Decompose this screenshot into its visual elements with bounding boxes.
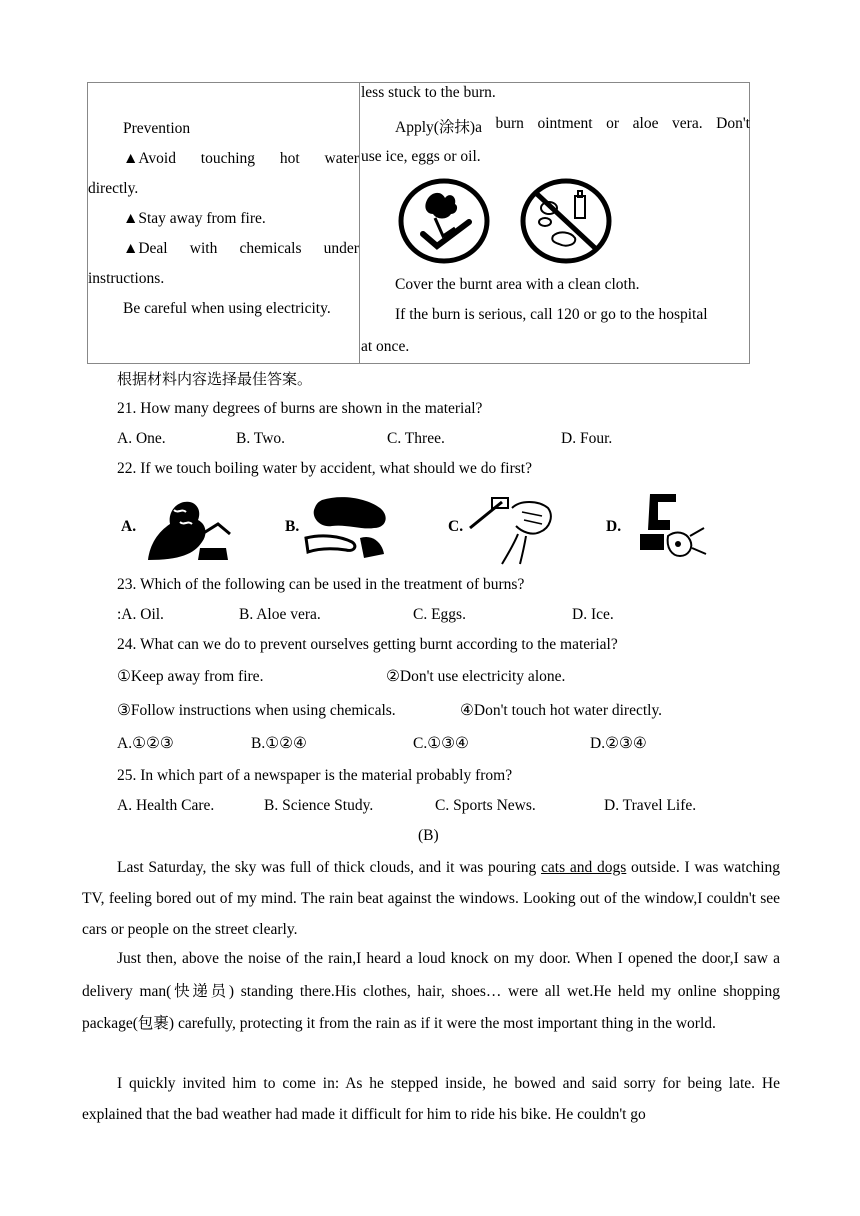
word: hot	[279, 150, 300, 167]
question-22-option-b[interactable]: B.	[285, 518, 300, 535]
question-22-option-a[interactable]: A.	[121, 518, 137, 535]
hand-with-cloth-icon	[302, 494, 402, 564]
question-24-statement-4: ④Don't touch hot water directly.	[460, 702, 663, 719]
word: or	[606, 115, 620, 132]
question-21-option-a[interactable]: A. One.	[117, 430, 166, 447]
prevention-item-3-line1	[123, 240, 359, 258]
hand-under-water-icon	[140, 494, 232, 564]
prevention-heading: Prevention	[123, 120, 191, 137]
question-25-stem: 25. In which part of a newspaper is the material probably from?	[117, 767, 513, 784]
treatment-serious-line1: If the burn is serious, call 120 or go to the hospital	[395, 306, 708, 323]
question-23-option-b[interactable]: B. Aloe vera.	[239, 606, 321, 623]
word: ointment	[537, 115, 593, 132]
treatment-top-text: less stuck to the burn.	[361, 84, 496, 101]
question-21-option-b[interactable]: B. Two.	[236, 430, 286, 447]
prevention-item-1-line1	[123, 150, 359, 168]
word: vera.	[672, 115, 703, 132]
section-b-label: (B)	[418, 827, 439, 844]
hand-with-ointment-icon	[462, 494, 558, 566]
underlined-phrase: cats and dogs	[541, 859, 627, 876]
word: burn	[495, 115, 524, 132]
question-24-statement-3: ③Follow instructions when using chemicals.	[117, 702, 396, 719]
word: Apply(涂抹)a	[395, 119, 482, 136]
question-23-option-d[interactable]: D. Ice.	[572, 606, 614, 623]
question-23-stem: 23. Which of the following can be used in the treatment of burns?	[117, 576, 525, 593]
ointment-yes-icon	[397, 178, 491, 264]
word: with	[189, 240, 218, 257]
word: aloe	[632, 115, 659, 132]
question-24-statement-2: ②Don't use electricity alone.	[386, 668, 566, 685]
ice-eggs-oil-no-icon	[519, 178, 613, 264]
question-24-option-c[interactable]: C.①③④	[413, 735, 469, 752]
section-b-paragraph-2	[82, 943, 780, 1041]
word: water	[324, 150, 359, 167]
question-23-option-a[interactable]: :A. Oil.	[117, 606, 164, 623]
question-25-option-d[interactable]: D. Travel Life.	[604, 797, 697, 814]
word: ▲Avoid	[123, 150, 176, 167]
prevention-item-3-line2: instructions.	[88, 270, 165, 287]
question-22-option-d[interactable]: D.	[606, 518, 622, 535]
prevention-item-2: ▲Stay away from fire.	[123, 210, 266, 227]
treatment-apply-line1	[395, 115, 750, 137]
word: ▲Deal	[123, 240, 168, 257]
treatment-apply-line2: use ice, eggs or oil.	[361, 148, 481, 165]
question-24-stem: 24. What can we do to prevent ourselves getting burnt according to the material?	[117, 636, 618, 653]
question-23-option-c[interactable]: C. Eggs.	[413, 606, 466, 623]
question-21-stem: 21. How many degrees of burns are shown in the material?	[117, 400, 483, 417]
table-column-divider	[359, 82, 360, 364]
word: Don't	[716, 115, 750, 132]
question-25-option-b[interactable]: B. Science Study.	[264, 797, 374, 814]
question-24-option-d[interactable]: D.②③④	[590, 735, 647, 752]
question-21-option-d[interactable]: D. Four.	[561, 430, 613, 447]
question-24-option-a[interactable]: A.①②③	[117, 735, 174, 752]
faucet-icon	[624, 490, 708, 566]
paragraph-text: outside. I was watching TV, feeling bored out of my mind. The rain beat against the windows. Looking out of the window,I couldn't see cars or people on the street clearly.	[82, 859, 781, 938]
paragraph-text: Just then, above the noise of the rain,I heard a loud knock on my door. When I opened the door,I saw a delivery man(快递员) standing there.His clothes, hair, shoes… were all wet.He held my online shopping package(包裹) carefully, protecting it from the rain as if it were the most important thing in the world.	[82, 950, 780, 1032]
question-21-option-c[interactable]: C. Three.	[387, 430, 445, 447]
paragraph-text: I quickly invited him to come in: As he stepped inside, he bowed and said sorry for being late. He explained that the bad weather had made it difficult for him to ride his bike. He couldn't go	[82, 1075, 780, 1123]
question-25-option-a[interactable]: A. Health Care.	[117, 797, 215, 814]
prevention-item-1-line2: directly.	[88, 180, 139, 197]
question-25-option-c[interactable]: C. Sports News.	[435, 797, 536, 814]
question-22-option-c[interactable]: C.	[448, 518, 464, 535]
word: chemicals	[239, 240, 302, 257]
question-24-option-b[interactable]: B.①②④	[251, 735, 307, 752]
section-b-paragraph-1	[82, 852, 780, 945]
paragraph-text: Last Saturday, the sky was full of thick clouds, and it was pouring	[117, 859, 542, 876]
question-24-statement-1: ①Keep away from fire.	[117, 668, 264, 685]
instruction-text: 根据材料内容选择最佳答案。	[117, 370, 313, 388]
treatment-cover-text: Cover the burnt area with a clean cloth.	[395, 276, 640, 293]
word: touching	[200, 150, 256, 167]
treatment-serious-line2: at once.	[361, 338, 410, 355]
section-b-paragraph-3	[82, 1068, 780, 1130]
question-22-stem: 22. If we touch boiling water by accident, what should we do first?	[117, 460, 532, 477]
prevention-item-4: Be careful when using electricity.	[123, 300, 331, 317]
word: under	[323, 240, 359, 257]
